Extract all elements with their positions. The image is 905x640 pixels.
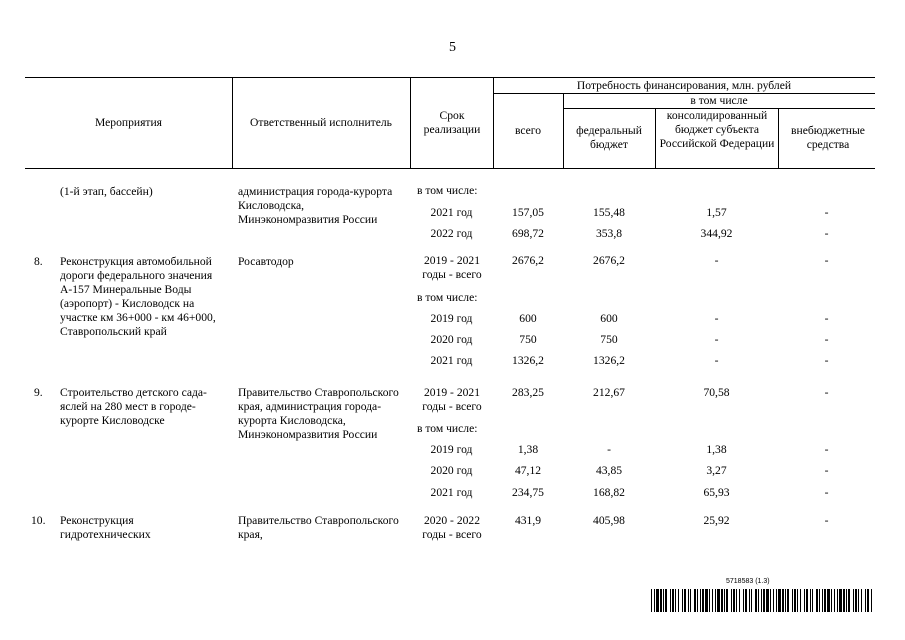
barcode-bar — [848, 589, 850, 612]
row9-sum-total: 283,25 — [512, 386, 544, 399]
barcode-bar — [702, 589, 704, 612]
barcode-bar — [690, 589, 691, 612]
row9-2020-term: 2020 год — [430, 464, 473, 477]
cont-incl: в том числе: — [417, 184, 478, 197]
barcode-bar — [812, 589, 813, 612]
barcode-bar — [865, 589, 866, 612]
row10-sum-extra: - — [824, 514, 829, 527]
row8-2021-federal: 1326,2 — [593, 354, 625, 367]
cont-2022-regional: 344,92 — [700, 227, 733, 240]
barcode-bar — [675, 589, 676, 612]
header-term: Срок реализации — [423, 109, 481, 136]
row8-sum-total: 2676,2 — [512, 254, 544, 267]
row8-incl: в том числе: — [417, 291, 478, 304]
row10-sum-total: 431,9 — [514, 514, 542, 527]
barcode-bar — [755, 589, 757, 612]
barcode-bar — [831, 589, 832, 612]
header-regional: консолидированный бюджет субъекта Российской Федерации — [659, 109, 775, 150]
barcode-bar — [654, 589, 655, 612]
barcode-bar — [761, 589, 762, 612]
barcode-bar — [819, 589, 820, 612]
barcode-bar — [682, 589, 683, 612]
barcode-bar — [785, 589, 786, 612]
barcode-bar — [770, 589, 771, 612]
barcode-bar — [749, 589, 750, 612]
barcode-bar — [733, 589, 735, 612]
barcode-bar — [763, 589, 765, 612]
cont-executor: администрация города-курорта Кисловодска, Минэкономразвития России — [238, 185, 393, 226]
barcode-bar — [834, 589, 835, 612]
cont-2021-regional: 1,57 — [706, 206, 727, 219]
header-extra: внебюджетные средства — [791, 124, 865, 151]
header-funding: Потребность финансирования, млн. рублей — [576, 79, 792, 92]
row9-incl: в том числе: — [417, 422, 478, 435]
barcode-bar — [822, 589, 823, 612]
barcode-bar — [861, 589, 862, 612]
row8-2020-total: 750 — [519, 333, 537, 346]
barcode-bar — [839, 589, 842, 612]
row8-measure: Реконструкция автомобильной дороги федерального значения А-157 Минеральные Воды (аэропорт) - Кисловодск на участке км 36+000 - км 46+000, Ставропольский край — [60, 255, 216, 338]
barcode-bar — [700, 589, 701, 612]
barcode-bar — [663, 589, 664, 612]
row9-2019-regional: 1,38 — [706, 443, 727, 456]
barcode-bar — [715, 589, 716, 612]
row9-2019-term: 2019 год — [430, 443, 473, 456]
barcode-bar — [724, 589, 725, 612]
row8-number: 8. — [34, 255, 43, 268]
barcode-bar — [843, 589, 845, 612]
table-top-border — [25, 77, 875, 78]
barcode-number: 5718583 (1.3) — [726, 578, 770, 585]
row10-number: 10. — [31, 514, 46, 527]
barcode-bar — [853, 589, 854, 612]
row10-sum-regional: 25,92 — [703, 514, 730, 527]
barcode-bar — [773, 589, 774, 612]
row8-sum-extra: - — [824, 254, 829, 267]
row9-measure: Строительство детского сада-яслей на 280 мест в городе-курорте Кисловодске — [60, 386, 207, 427]
row9-2021-extra: - — [824, 486, 829, 499]
row9-executor: Правительство Ставропольского края, администрация города-курорта Кисловодска, Минэкономразвития России — [238, 386, 399, 441]
row9-2021-term: 2021 год — [430, 486, 473, 499]
barcode-bar — [731, 589, 732, 612]
cont-2022-term: 2022 год — [430, 227, 473, 240]
row8-2019-term: 2019 год — [430, 312, 473, 325]
barcode-bar — [824, 589, 826, 612]
barcode-bar — [694, 589, 696, 612]
row8-2020-term: 2020 год — [430, 333, 473, 346]
barcode-bar — [858, 589, 859, 612]
col-sep-2 — [410, 77, 411, 168]
row8-sum-federal: 2676,2 — [593, 254, 625, 267]
barcode-bar — [778, 589, 781, 612]
row9-2020-regional: 3,27 — [706, 464, 727, 477]
cont-2021-federal: 155,48 — [593, 206, 625, 219]
barcode-bar — [751, 589, 752, 612]
row9-2019-extra: - — [824, 443, 829, 456]
row8-2019-regional: - — [714, 312, 719, 325]
barcode-bar — [804, 589, 805, 612]
barcode-bar — [721, 589, 723, 612]
page-number: 5 — [449, 40, 456, 55]
barcode-bar — [678, 589, 679, 612]
barcode-bar — [726, 589, 728, 612]
row9-sum-regional: 70,58 — [703, 386, 730, 399]
barcode-bar — [651, 589, 652, 612]
row8-2021-total: 1326,2 — [512, 354, 544, 367]
barcode-bar — [684, 589, 686, 612]
barcode-bar — [800, 589, 801, 612]
barcode-bar — [827, 589, 830, 612]
barcode-bar — [794, 589, 796, 612]
row8-2019-total: 600 — [519, 312, 537, 325]
row9-2020-extra: - — [824, 464, 829, 477]
row9-2021-total: 234,75 — [512, 486, 544, 499]
row8-2019-extra: - — [824, 312, 829, 325]
barcode-bar — [782, 589, 784, 612]
header-total: всего — [514, 124, 542, 137]
row9-2020-total: 47,12 — [514, 464, 542, 477]
barcode-bar — [787, 589, 789, 612]
row9-2019-total: 1,38 — [517, 443, 539, 456]
row9-2021-federal: 168,82 — [593, 486, 625, 499]
row9-2019-federal: - — [607, 443, 611, 456]
barcode-bar — [806, 589, 808, 612]
row8-2021-term: 2021 год — [430, 354, 473, 367]
row10-measure: Реконструкция гидротехнических — [60, 514, 151, 541]
header-incl: в том числе — [690, 94, 748, 107]
row8-executor: Росавтодор — [238, 255, 294, 268]
cont-2021-total: 157,05 — [512, 206, 544, 219]
row9-sum-extra: - — [824, 386, 829, 399]
row8-2020-federal: 750 — [600, 333, 618, 346]
header-federal: федеральный бюджет — [576, 124, 642, 151]
barcode-bar — [705, 589, 708, 612]
row9-2020-federal: 43,85 — [595, 464, 623, 477]
row10-sum-term: 2020 - 2022 годы - всего — [422, 514, 482, 541]
cont-2021-extra: - — [824, 206, 829, 219]
row8-2021-regional: - — [714, 354, 719, 367]
barcode-bar — [745, 589, 747, 612]
row8-2020-regional: - — [714, 333, 719, 346]
cont-2022-total: 698,72 — [512, 227, 544, 240]
barcode-icon — [651, 589, 873, 612]
barcode-bar — [736, 589, 737, 612]
col-sep-6 — [778, 108, 779, 168]
row9-2021-regional: 65,93 — [703, 486, 730, 499]
row8-sum-regional: - — [714, 254, 719, 267]
barcode-bar — [739, 589, 740, 612]
barcode-bar — [766, 589, 769, 612]
row10-sum-federal: 405,98 — [593, 514, 625, 527]
row10-executor: Правительство Ставропольского края, — [238, 514, 399, 541]
row8-sum-term: 2019 - 2021 годы - всего — [422, 254, 482, 281]
barcode-bar — [776, 589, 777, 612]
barcode-bar — [688, 589, 689, 612]
cont-measure: (1-й этап, бассейн) — [60, 185, 153, 198]
row8-2021-extra: - — [824, 354, 829, 367]
barcode-bar — [709, 589, 710, 612]
barcode-bar — [792, 589, 793, 612]
barcode-bar — [837, 589, 838, 612]
header-measures: Мероприятия — [94, 116, 163, 129]
row9-sum-federal: 212,67 — [593, 386, 625, 399]
header-bottom-border — [25, 168, 875, 169]
barcode-bar — [867, 589, 869, 612]
barcode-bar — [697, 589, 698, 612]
barcode-bar — [670, 589, 671, 612]
header-executor: Ответственный исполнитель — [250, 116, 392, 129]
row8-2019-federal: 600 — [600, 312, 618, 325]
row8-2020-extra: - — [824, 333, 829, 346]
cont-2021-term: 2021 год — [430, 206, 473, 219]
barcode-bar — [656, 589, 659, 612]
barcode-bar — [758, 589, 759, 612]
barcode-bar — [717, 589, 720, 612]
row9-number: 9. — [34, 386, 43, 399]
barcode-bar — [665, 589, 667, 612]
cont-2022-extra: - — [824, 227, 829, 240]
barcode-bar — [846, 589, 847, 612]
barcode-bar — [816, 589, 818, 612]
barcode-bar — [871, 589, 872, 612]
barcode-bar — [743, 589, 744, 612]
barcode-bar — [810, 589, 811, 612]
cont-2022-federal: 353,8 — [595, 227, 623, 240]
barcode-bar — [712, 589, 713, 612]
barcode-bar — [855, 589, 857, 612]
barcode-bar — [797, 589, 798, 612]
row9-sum-term: 2019 - 2021 годы - всего — [422, 386, 482, 413]
barcode-bar — [672, 589, 674, 612]
barcode-bar — [660, 589, 662, 612]
